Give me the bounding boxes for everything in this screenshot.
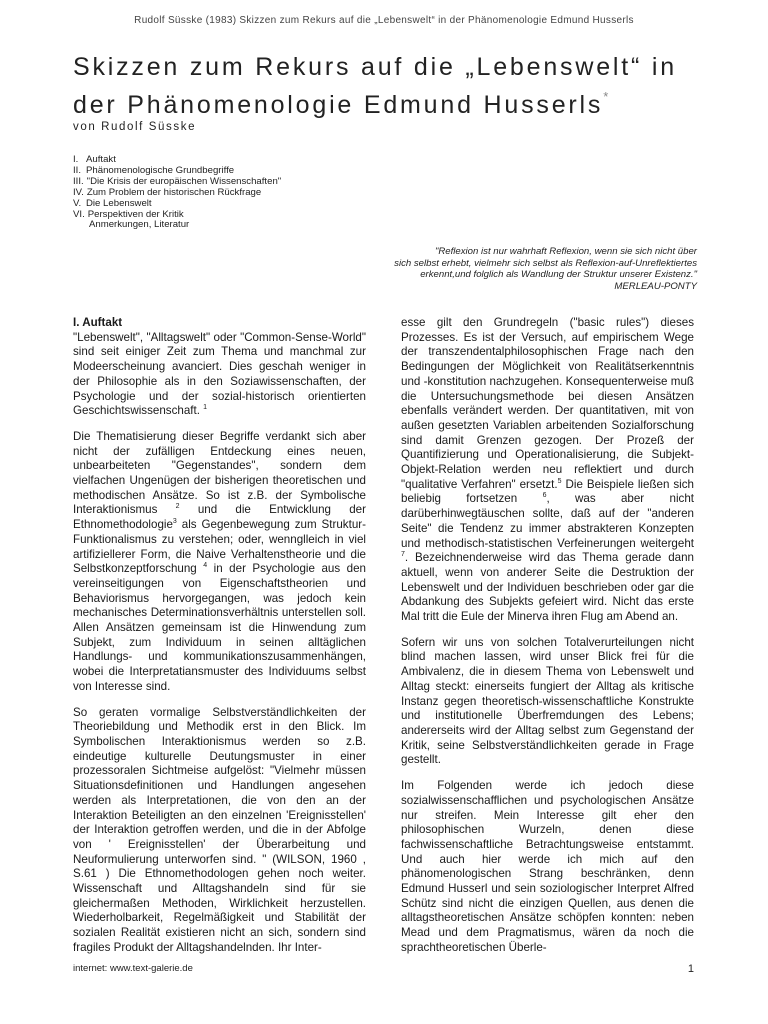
footnote-marker: 4 [203,562,208,570]
epigraph-line: erkennt,und folglich als Wandlung der Struktur unserer Existenz." [420,269,697,281]
footnote-marker: 1 [203,404,208,412]
toc-item-label: Auftakt [86,154,116,165]
paragraph: Sofern wir uns von solchen Totalverurteilungen nicht blind machen lassen, wird unser Blick frei für die Ambivalenz, die in diesem Thema von Lebenswelt und Alltag steckt: einerseits fungiert der Alltag als kritische Instanz gegen theoretisch-wissenschaftliche Konstrukte und institutionelle Überfremdungen des Lebens; andererseits wird der Alltag selbst zum Gegenstand der Kritik, seine Selbstverständlichkeiten gerade in Frage gestellt. [401,635,694,767]
toc-item-number: VI. [73,208,85,220]
toc-item-label: Perspektiven der Kritik [87,208,184,220]
right-column [401,316,694,967]
toc-item-label: Anmerkungen, Literatur [89,219,190,231]
running-header: Rudolf Süsske (1983) Skizzen zum Rekurs auf die „Lebenswelt“ in der Phänomenologie Edmund Husserls [134,15,634,26]
footnote-marker: 6 [542,492,547,500]
toc-item-label: Zum Problem der historischen Rückfrage [86,186,262,198]
epigraph-line: "Reflexion ist nur wahrhaft Reflexion, wenn sie sich nicht über [434,246,697,257]
paragraph: Die Thematisierung dieser Begriffe verdankt sich aber nicht der zufälligen Entdeckung eines neuen, unbearbeiteten "Gegenstandes", sondern dem vielfachen Ungenügen der bisherigen theoretischen und methodischen Ansätze. So ist z.B. der Symbolische Interaktionismus $^2$ und die Entwicklung der Ethnomethodologie$^3$ als Gegenbewegung zum Struktur-Funktionalismus zu verstehen; oder, wennglleich in viel artifiziellerer Form, die Naive Verhaltenstheorie und die Selbstkonzeptforschung $^4$ in der Psychologie aus den vereinseitigungen von Eigenschaftstheorien und Behaviorismus hervorgegangen, was jedoch kein mechanisches Determinationsverhältnis unterstellen soll. Allen Ansätzen gemeinsam ist die Hinwendung zum Subjekt, zum Individuum in seinen alltäglichen Handlungs- und kommunikationszusammenhängen, wobei die Interpretatiansmuster des Individuums selbst von Interesse sind. [73,429,366,693]
title-line-2: der Phänomenologie Edmund Husserls [73,91,604,119]
toc-item-number: III. [73,175,84,187]
page-title [73,52,713,120]
epigraph-line: sich selbst erhebt, vielmehr sich selbst als Reflexion-auf-Unreflektiertes [394,257,697,269]
paragraph: So geraten vormalige Selbstverständlichkeiten der Theoriebildung und Methodik erst in den Blick. Im Symbolischen Interaktionismus werden so z.B. eindeutige kulturelle Deutungsmuster in einer prozessoralen Sichtmeise aufgelöst: "Vielmehr müssen Situationsdefinitionen und Handlungen angesehen werden als Interpretationen, die von den an der Interaktion Beteiligten an den einzelnen 'Ereignisstellen' der Interaktion getroffen werden, und die in der Abfolge von ' Ereignisstellen' der Überarbeitung und Neuformulierung unterworfen sind. " (WILSON, 1960 , S.61 ) Die Ethnomethodologen gehen noch weiter. Wissenschaft und Alltagshandeln sind für sie gleichermaßen Methoden, Wirklichkeit herzustellen. Wiederholbarkeit, Regelmäßigkeit und Stabilität der sozialen Realität existieren nicht an sich, sondern sind fragiles Produkt der Alltagshandelnden. Ihr Inter- [73,705,366,954]
title-line-1: Skizzen zum Rekurs auf die „Lebenswelt“ in [73,53,677,81]
epigraph-quote [337,246,697,292]
section-heading: I. Auftakt [73,316,123,329]
table-of-contents [73,155,281,231]
toc-item-number: II. [73,164,81,176]
toc-item-number: IV. [73,186,84,198]
paragraph: "Lebenswelt", "Alltagswelt" oder "Common-Sense-World" sind seit einiger Zeit zum Thema und manchmal zur Modeerscheinung avanciert. Dies geschah weniger in der Philosophie als in den Soziawissenschaften, der Psychologie und der sozial-historisch orientierten Geschichtswissenschaft. $^1$ [73,330,366,418]
toc-item [73,220,281,231]
toc-item-number: V. [73,197,82,209]
footnote-marker: 2 [175,503,180,511]
paragraph: esse gilt den Grundregeln ("basic rules") dieses Prozesses. Es ist der Versuch, auf empirischem Wege der transzendentalphilosophischen Frage nach den Bedingungen der Möglichkeit von Realitätserkenntnis und -konstitution nachzugehen. Konsequenterweise muß die Untersuchungsmethode bei diesen Ansätzen ebenfalls verändert werden. Der quantitativen, mit von außen gesetzten Variablen arbeitenden Sozialforschung sind damit Grenzen gezogen. Der Prozeß der Quantifizierung und Operationalisierung, die Subjekt-Objekt-Relation werden neu reflektiert und durch "qualitative Verfahren" ersetzt.$^5$ Die Beispiele ließen sich beliebig fortsetzen $^6$, was aber nicht darüberhinwegtäuschen sollte, daß auf der "anderen Seite" die Tendenz zu immer abstrakteren Konzepten und methodisch-statistischen Verfeinerungen weitergeht $^7$. Bezeichnenderweise wird das Thema gerade dann aktuell, wenn von anderer Seite die Destruktion der Lebenswelt und der Individuen beschrieben oder gar die Abdankung des Subjekts gefeiert wird. Nicht das erste Mal tritt die Eule der Minerva ihren Flug am Abend an. [401,316,694,624]
author-line: von Rudolf Süsske [73,121,197,133]
paragraph: Im Folgenden werde ich jedoch diese sozialwissenschafflichen und psychologischen Ansätze nur streifen. Mein Interesse gilt eher den philosophischen Wurzeln, denen diese fachwissenschaftliche Betrachtungsweise entstammt. Und auch hier werde ich mich auf den phänomenologischen Strang beschränken, denn Edmund Husserl und sein soziologischer Interpret Alfred Schütz sind nicht die einzigen Quellen, aus denen die alltagstheoretischen Ansätze schöpfen konnten: neben Mead und dem Pragmatismus, wären da noch die sprachtheoretischen Überle- [401,779,694,954]
title-footnote-marker: * [603,89,609,104]
toc-item-label: Phänomenologische Grundbegriffe [86,164,235,176]
footnote-marker: 7 [401,551,405,559]
footnote-marker: 3 [172,518,177,526]
footer-source: internet: www.text-galerie.de [73,963,193,974]
footnote-marker: 5 [557,477,562,485]
left-column [73,316,366,967]
toc-item-number: I. [73,154,79,165]
toc-item-label: Die Lebenswelt [86,197,152,209]
toc-item-label: "Die Krisis der europäischen Wissenschaften" [86,175,282,187]
epigraph-attribution: MERLEAU-PONTY [614,280,697,292]
page-number: 1 [687,963,694,975]
